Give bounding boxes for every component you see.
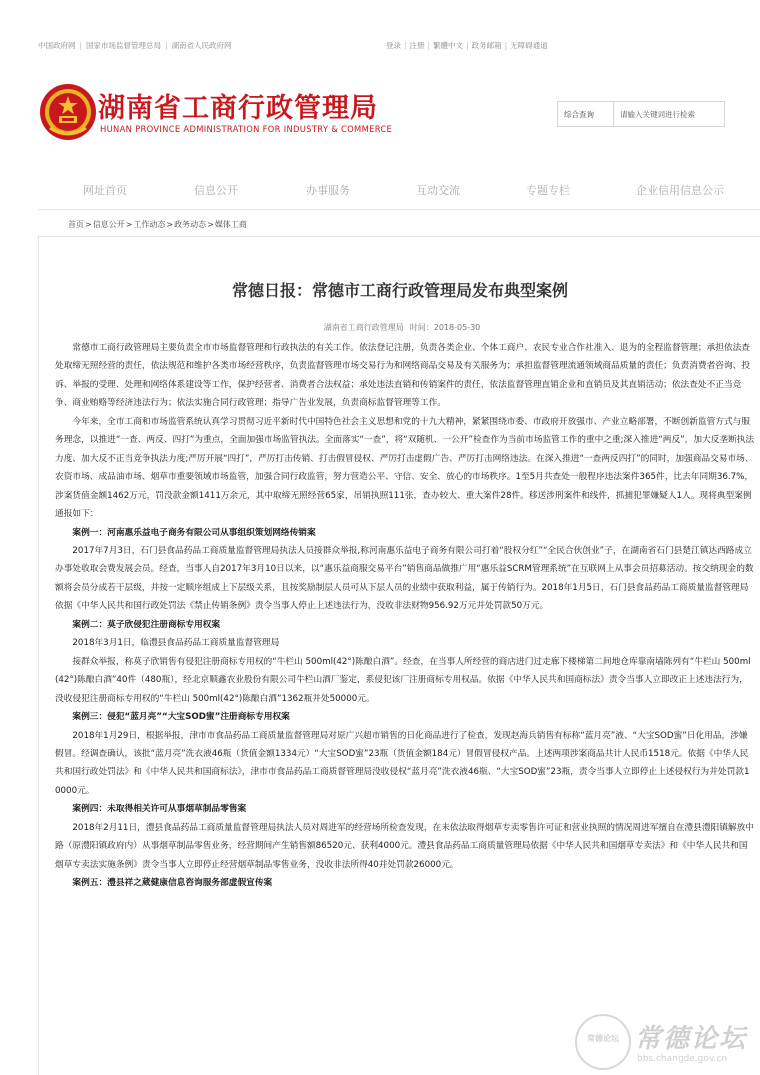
forum-watermark (575, 1014, 755, 1072)
search-box (557, 101, 725, 127)
nav-special-topics[interactable]: 专题专栏 (526, 184, 570, 197)
article-body (55, 339, 755, 893)
login-link[interactable]: 登录 (386, 41, 401, 50)
breadcrumb-home[interactable]: 首页 (68, 220, 84, 229)
top-links-right (386, 40, 548, 51)
breadcrumb-gov-news[interactable]: 政务动态 (174, 220, 207, 229)
breadcrumb-separator: > (125, 220, 133, 229)
breadcrumb-separator: > (166, 220, 174, 229)
nav-info-disclosure[interactable]: 信息公开 (194, 184, 238, 197)
case-title: 案例一：河南惠乐益电子商务有限公司从事组织策划网络传销案 (72, 527, 316, 538)
article-paragraph: 2018年3月1日，临澧县食品药品工商质量监督管理局 (72, 638, 280, 649)
register-link[interactable]: 注册 (409, 41, 425, 50)
article-title: 常德日报：常德市工商行政管理局发布典型案例 (231, 281, 568, 300)
case-title: 案例五：澧县祥之葳健康信息咨询服务部虚假宣传案 (72, 878, 273, 889)
article-paragraph: 2018年1月29日，根据举报，津市市食品药品工商质量监督管理局对原广兴超市销售的日化商品进行了检查，发现赵海兵销售有标称“蓝月亮”液、“大宝SOD蜜”日化用品，涉嫌假冒。经调查确认，该批“蓝月亮”洗衣液46瓶（货值金额1334元）“大宝SOD蜜”23瓶（货值金额184元）冒假冒侵权产品。上述两项涉案商品共计人民币1518元。依据《中华人民共和国行政处罚法》和《中华人民共和国商标法》，津市市食品药品工商质督管理局没收侵权“蓝月亮”洗衣液46瓶、“大宝SOD蜜”23瓶，责令当事人立即停止上述侵权行为并处罚款10000元。 (55, 730, 750, 796)
case-title: 案例二：莫子欣侵犯注册商标专用权案 (72, 619, 221, 630)
main-nav (38, 172, 760, 210)
divider: | (427, 41, 431, 50)
national-emblem-icon[interactable] (38, 82, 98, 142)
divider: | (79, 41, 83, 50)
breadcrumb (68, 219, 247, 230)
article-time: 2018-05-30 (433, 323, 481, 332)
link-hunan-gov[interactable]: 湖南省人民政府网 (171, 41, 232, 50)
link-samr[interactable]: 国家市场监督管理总局 (86, 41, 162, 50)
divider: | (165, 41, 168, 50)
breadcrumb-media[interactable]: 媒体工商 (214, 220, 247, 229)
breadcrumb-separator: > (207, 220, 214, 229)
case-title: 案例四：未取得相关许可从事烟草制品零售案 (72, 804, 247, 815)
article-paragraph: 常德市工商行政管理局主要负责全市市场监督管理和行政执法的有关工作。依法登记注册，负责各类企业、个体工商户、农民专业合作社准入、退为的全程监督管理；承担依法查处取缔无照经营的责任，依法规范和维护各类市场经营秩序，负责监督管理市场交易行为和网络商品交易及有关服务为；承担监督管理流通领域商品质量的责任；负责消费者咨询、投诉、举报的受理、处理和网络体系建设等工作，保护经营者、消费者合法权益；承处违法直销和传销案件的责任，依法监督管理直销企业和直销员及其直销活动；依法查处不正当竞争、商业贿赂等经济违法行为；依法实施合同行政管理；指导广告业发展，负责商标监督管理等工作。 (55, 343, 751, 409)
nav-home[interactable]: 网址首页 (83, 184, 127, 197)
divider: | (404, 41, 407, 50)
breadcrumb-separator: > (85, 220, 92, 229)
search-input[interactable] (614, 102, 724, 126)
breadcrumb-info-disclosure[interactable]: 信息公开 (92, 220, 125, 229)
watermark-url: bbs.changde.gov.cn (637, 1054, 728, 1064)
watermark-title: 常德论坛 (635, 1024, 748, 1054)
link-gov-cn[interactable]: 中国政府网 (38, 41, 76, 50)
search-label[interactable]: 综合查询 (558, 102, 614, 126)
article-paragraph: 2018年2月11日，澧县食品药品工商质量监督管理局执法人员对周进军的经营场所检查发现，在未依法取得烟草专卖零售许可证和营业执照的情况周进军擅自在澧县澧阳镇解放中路（原澧阳镇政府内）从事烟草制品零售业务，经营期间产生销售额86520元、获利4000元。澧县食品药品工商质量管理局依据《中华人民共和国烟草专卖法》和《中华人民共和国烟草专卖法实施条例》责令当事人立即停止经营烟草制品零售业务，没收非法所得40并处罚款26000元。 (55, 822, 754, 870)
article-time-label: 时间： (409, 323, 434, 332)
article-paragraph: 今年来，全市工商和市场监管系统认真学习贯彻习近平新时代中国特色社会主义思想和党的十九大精神，紧紧围绕市委、市政府开放强市、产业立略部署，不断创新监管方式与服务理念，以推进“一查、两反、四打”为重点，全面加强市场监管执法。全面落实“一查”，将“双随机、一公开”检查作为当前市场监管工作的重中之重;深入推进“两反”，加大反垄断执法力度、加大反不正当竞争执法力度;严厉开展“四打”，严厉打击传销、打击假冒侵权、严厉打击虚假广告、严厉打击网络违法。在深入推进“一查两反四打”的同时，加强商品交易市场、农资市场、成品油市场、烟草市重要领域市场监管，加强合同行政监管，努力营造公平、守信、安全、放心的市场秩序。1至5月共查处一般程序违法案件365件，比去年同期36.7%，涉案货值金额1462万元，罚没款金额1411万余元，其中取缔无照经营65家，吊销执照111张，查办较大、重大案件28件。移送涉刑案件和线件，抓捕犯罪嫌疑人1人。现将典型案例通报如下： (55, 416, 755, 520)
gov-mail-link[interactable]: 政务邮箱 (471, 41, 502, 50)
nav-interaction[interactable]: 互动交流 (416, 184, 460, 197)
article-source: 湖南省工商行政管理局 (323, 323, 404, 332)
case-title: 案例三：侵犯“蓝月亮”“大宝SOD蜜”注册商标专用权案 (72, 712, 290, 723)
traditional-chinese-link[interactable]: 繁體中文 (433, 41, 464, 50)
article-meta (0, 322, 760, 333)
site-title[interactable]: 湖南省工商行政管理局 (98, 93, 378, 124)
article-paragraph: 接群众举报，称莫子欣销售有侵犯注册商标专用权的“牛栏山 500ml(42°)陈酿白酒”。经查，在当事人所经营的商店进门过走廊下楼梯第二间地仓库靠南墙陈列有“牛栏山 500ml(42°)陈酿白酒”40件（480瓶），经北京顺鑫农业股份有限公司牛栏山酒厂鉴定，系侵犯该厂注册商标专用权品。依据《中华人民共和国商标法》责令当事人立即改正上述违法行为，没收侵犯注册商标专用权的“牛栏山 500ml(42°)陈酿白酒”1362瓶并处50000元。 (55, 656, 751, 704)
article-paragraph: 2017年7月3日，石门县食品药品工商质量监督管理局执法人员接群众举报,称河南惠乐益电子商务有限公司打着“股权分红”“全民合伙创业”子，在湖南省石门县楚江镇达西路成立办事处收取会费发展会员。经查，当事人自2017年3月10日以来，以“惠乐益商服交易平台”销售商品做推广用“惠乐益SCRM管理系统”在互联网上从事会员招募活动。按交纳现金的数额将会员分成若干层级，并按一定顺序组成上下层级关系，且按奖励制层人员可从下层人员的业绩中获取利益，属于传销行为。2018年1月5日，石门县食品药品工商质量监督管理局依据《中华人民共和国行政处罚法《禁止传销条例》责令当事人停止上述违法行为，没收非法财物956.92万元并处罚款50万元。 (55, 545, 754, 612)
divider: | (466, 41, 469, 50)
nav-enterprise-credit[interactable]: 企业信用信息公示 (636, 184, 724, 197)
top-links-left (38, 40, 232, 51)
watermark-seal-text: 常德论坛 (587, 1034, 619, 1043)
nav-services[interactable]: 办事服务 (306, 184, 350, 197)
site-subtitle: HUNAN PROVINCE ADMINISTRATION FOR INDUSTRY & COMMERCE (100, 124, 393, 134)
divider: | (504, 41, 508, 50)
breadcrumb-work-news[interactable]: 工作动态 (133, 220, 166, 229)
accessibility-link[interactable]: 无障碍通道 (510, 41, 548, 50)
